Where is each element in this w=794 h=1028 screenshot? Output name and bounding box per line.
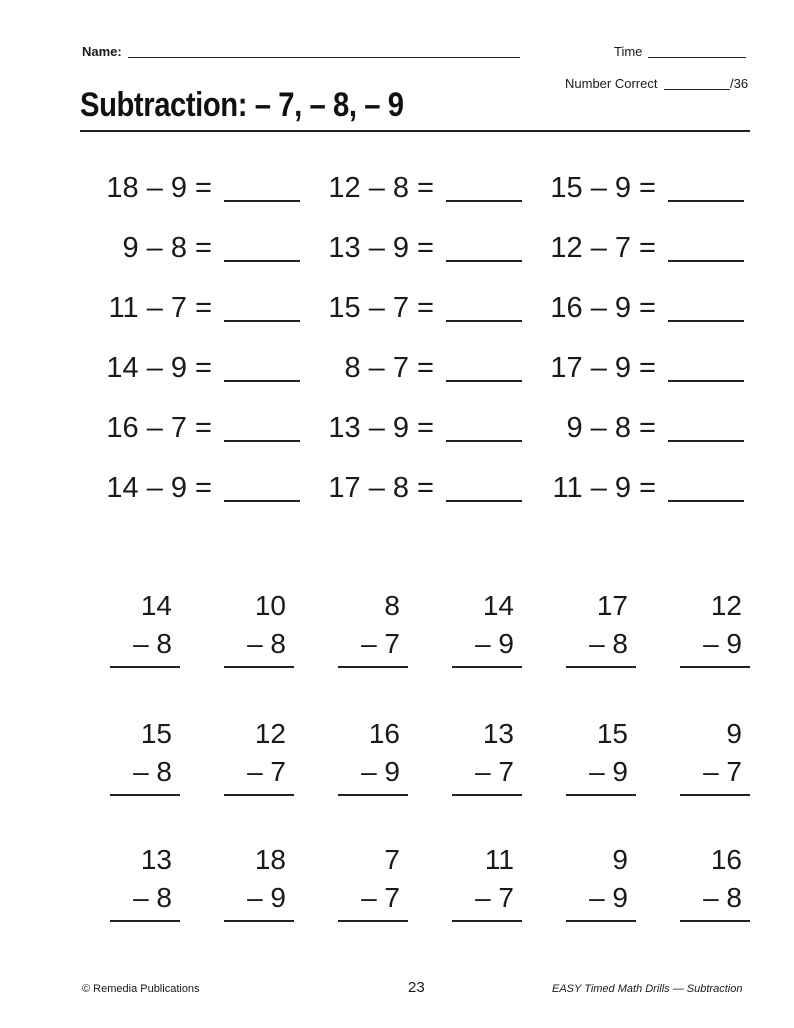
horizontal-problem bbox=[302, 410, 522, 446]
minuend: 11 bbox=[484, 844, 514, 875]
subtrahend: – 7 bbox=[361, 628, 400, 659]
vertical-problem bbox=[566, 590, 636, 670]
minuend: 12 bbox=[710, 590, 742, 621]
problem-expression: 9 – 8 = bbox=[122, 232, 212, 264]
answer-line[interactable] bbox=[452, 794, 522, 796]
subtrahend: – 8 bbox=[133, 756, 172, 787]
answer-blank[interactable] bbox=[668, 440, 744, 442]
answer-line[interactable] bbox=[452, 920, 522, 922]
subtrahend: – 7 bbox=[361, 882, 400, 913]
answer-blank[interactable] bbox=[224, 200, 300, 202]
subtrahend: – 8 bbox=[703, 882, 742, 913]
vertical-problem bbox=[680, 718, 750, 798]
answer-blank[interactable] bbox=[446, 380, 522, 382]
answer-line[interactable] bbox=[566, 794, 636, 796]
problem-expression: 14 – 9 = bbox=[106, 472, 212, 504]
minuend: 15 bbox=[596, 718, 628, 749]
vertical-problem bbox=[338, 844, 408, 924]
horizontal-problem bbox=[524, 350, 744, 386]
time-label: Time bbox=[614, 44, 643, 59]
horizontal-problem bbox=[524, 470, 744, 506]
title-divider bbox=[80, 130, 750, 132]
problem-expression: 9 – 8 = bbox=[566, 412, 656, 444]
vertical-problem bbox=[224, 844, 294, 924]
horizontal-problem bbox=[524, 230, 744, 266]
problem-expression: 13 – 9 = bbox=[328, 412, 434, 444]
number-correct-total: /36 bbox=[730, 76, 749, 91]
answer-line[interactable] bbox=[680, 920, 750, 922]
problem-expression: 13 – 9 = bbox=[328, 232, 434, 264]
answer-line[interactable] bbox=[566, 920, 636, 922]
answer-line[interactable] bbox=[338, 666, 408, 668]
problem-expression: 12 – 8 = bbox=[328, 172, 434, 204]
subtrahend: – 7 bbox=[247, 756, 286, 787]
minuend: 14 bbox=[482, 590, 514, 621]
minuend: 9 bbox=[612, 844, 628, 875]
vertical-problem bbox=[452, 590, 522, 670]
subtrahend: – 9 bbox=[703, 628, 742, 659]
answer-line[interactable] bbox=[566, 666, 636, 668]
horizontal-problem bbox=[302, 470, 522, 506]
problem-expression: 16 – 9 = bbox=[550, 292, 656, 324]
minuend: 14 bbox=[140, 590, 172, 621]
problem-expression: 12 – 7 = bbox=[550, 232, 656, 264]
minuend: 15 bbox=[140, 718, 172, 749]
minuend: 18 bbox=[254, 844, 286, 875]
horizontal-problem bbox=[524, 410, 744, 446]
minuend: 7 bbox=[384, 844, 400, 875]
answer-line[interactable] bbox=[338, 920, 408, 922]
minuend: 13 bbox=[140, 844, 172, 875]
problem-expression: 11 – 9 = bbox=[552, 472, 656, 504]
page-number: 23 bbox=[408, 979, 425, 996]
answer-blank[interactable] bbox=[668, 500, 744, 502]
horizontal-problem bbox=[80, 350, 300, 386]
name-label: Name: bbox=[82, 44, 122, 59]
problem-expression: 15 – 7 = bbox=[328, 292, 434, 324]
answer-blank[interactable] bbox=[446, 260, 522, 262]
answer-line[interactable] bbox=[338, 794, 408, 796]
horizontal-problem bbox=[302, 350, 522, 386]
answer-blank[interactable] bbox=[224, 320, 300, 322]
horizontal-problem bbox=[524, 290, 744, 326]
answer-line[interactable] bbox=[680, 794, 750, 796]
answer-blank[interactable] bbox=[668, 200, 744, 202]
minuend: 16 bbox=[368, 718, 400, 749]
subtrahend: – 8 bbox=[247, 628, 286, 659]
answer-blank[interactable] bbox=[668, 320, 744, 322]
vertical-problem bbox=[224, 590, 294, 670]
answer-line[interactable] bbox=[110, 794, 180, 796]
vertical-problem bbox=[338, 590, 408, 670]
number-correct-field[interactable] bbox=[664, 89, 730, 90]
answer-line[interactable] bbox=[680, 666, 750, 668]
subtrahend: – 9 bbox=[589, 882, 628, 913]
number-correct-label: Number Correct bbox=[565, 76, 658, 91]
answer-blank[interactable] bbox=[224, 440, 300, 442]
answer-blank[interactable] bbox=[446, 440, 522, 442]
subtrahend: – 8 bbox=[133, 628, 172, 659]
vertical-problem bbox=[452, 718, 522, 798]
subtrahend: – 7 bbox=[475, 756, 514, 787]
problem-expression: 16 – 7 = bbox=[106, 412, 212, 444]
vertical-problem bbox=[110, 718, 180, 798]
vertical-problem bbox=[566, 718, 636, 798]
minuend: 13 bbox=[482, 718, 514, 749]
vertical-problem bbox=[680, 844, 750, 924]
vertical-problem bbox=[452, 844, 522, 924]
subtrahend: – 9 bbox=[589, 756, 628, 787]
minuend: 16 bbox=[710, 844, 742, 875]
vertical-problem bbox=[224, 718, 294, 798]
answer-line[interactable] bbox=[110, 920, 180, 922]
minuend: 12 bbox=[254, 718, 286, 749]
answer-line[interactable] bbox=[224, 920, 294, 922]
horizontal-problem bbox=[80, 230, 300, 266]
subtrahend: – 9 bbox=[247, 882, 286, 913]
minuend: 8 bbox=[384, 590, 400, 621]
page-title: Subtraction: – 7, – 8, – 9 bbox=[80, 86, 404, 124]
answer-blank[interactable] bbox=[668, 260, 744, 262]
minuend: 10 bbox=[254, 590, 286, 621]
time-field[interactable] bbox=[648, 57, 746, 58]
vertical-problem bbox=[680, 590, 750, 670]
subtrahend: – 9 bbox=[475, 628, 514, 659]
book-title: EASY Timed Math Drills — Subtraction bbox=[552, 983, 743, 995]
vertical-problem bbox=[110, 590, 180, 670]
problem-expression: 18 – 9 = bbox=[106, 172, 212, 204]
publisher-credit: © Remedia Publications bbox=[82, 983, 200, 995]
subtrahend: – 8 bbox=[133, 882, 172, 913]
horizontal-problem bbox=[524, 170, 744, 206]
answer-blank[interactable] bbox=[224, 500, 300, 502]
name-field[interactable] bbox=[128, 57, 520, 58]
problem-expression: 15 – 9 = bbox=[550, 172, 656, 204]
answer-blank[interactable] bbox=[224, 380, 300, 382]
answer-blank[interactable] bbox=[446, 500, 522, 502]
answer-line[interactable] bbox=[452, 666, 522, 668]
minuend: 17 bbox=[596, 590, 628, 621]
vertical-problem bbox=[566, 844, 636, 924]
subtrahend: – 8 bbox=[589, 628, 628, 659]
problem-expression: 14 – 9 = bbox=[106, 352, 212, 384]
horizontal-problem bbox=[80, 170, 300, 206]
answer-blank[interactable] bbox=[224, 260, 300, 262]
problem-expression: 8 – 7 = bbox=[344, 352, 434, 384]
answer-line[interactable] bbox=[110, 666, 180, 668]
horizontal-problem bbox=[302, 290, 522, 326]
minuend: 9 bbox=[726, 718, 742, 749]
answer-blank[interactable] bbox=[446, 320, 522, 322]
answer-blank[interactable] bbox=[668, 380, 744, 382]
subtrahend: – 9 bbox=[361, 756, 400, 787]
vertical-problem bbox=[110, 844, 180, 924]
horizontal-problem bbox=[80, 410, 300, 446]
answer-blank[interactable] bbox=[446, 200, 522, 202]
horizontal-problem bbox=[302, 230, 522, 266]
problem-expression: 17 – 9 = bbox=[550, 352, 656, 384]
horizontal-problem bbox=[80, 290, 300, 326]
problem-expression: 11 – 7 = bbox=[108, 292, 212, 324]
subtrahend: – 7 bbox=[475, 882, 514, 913]
answer-line[interactable] bbox=[224, 666, 294, 668]
answer-line[interactable] bbox=[224, 794, 294, 796]
vertical-problem bbox=[338, 718, 408, 798]
problem-expression: 17 – 8 = bbox=[328, 472, 434, 504]
subtrahend: – 7 bbox=[703, 756, 742, 787]
horizontal-problem bbox=[80, 470, 300, 506]
horizontal-problem bbox=[302, 170, 522, 206]
